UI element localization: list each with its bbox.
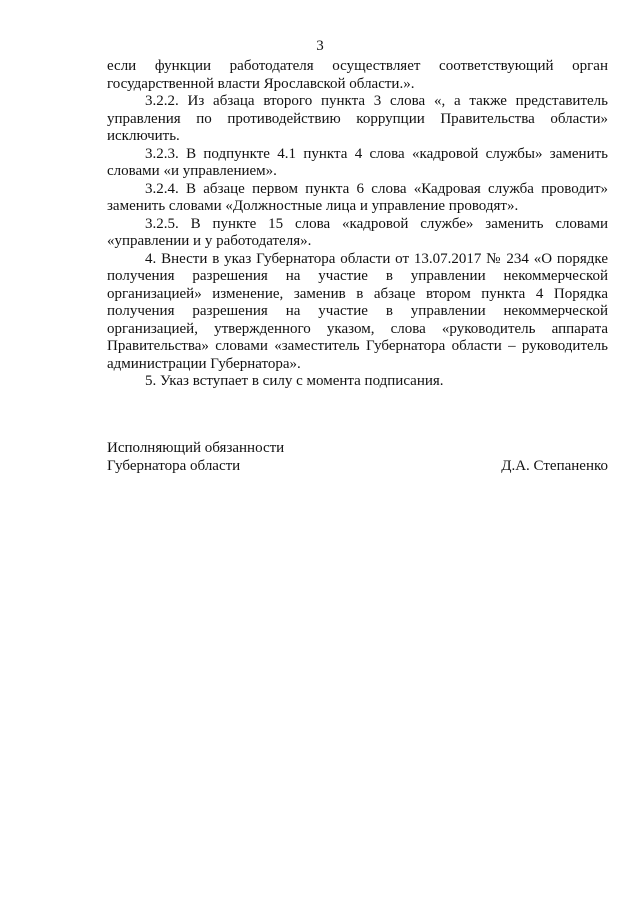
page-number: 3 [316, 38, 324, 54]
signature-block [107, 440, 608, 475]
paragraph-4: 4. Внести в указ Губернатора области от 13.07.2017 № 234 «О порядке получения разрешения на участие в управлении некоммерческой организацией» изменение, заменив в абзаце втором пункта 4 Порядка получения разрешения на участие в управлении некоммерческой организацией, утвержденного указом, слова «руководитель аппарата Правительства» словами «заместитель Губернатора области – руководитель администрации Губернатора». [107, 250, 608, 372]
paragraph-3-2-2: 3.2.2. Из абзаца второго пункта 3 слова «, а также представитель управления по противодействию коррупции Правительства области» исключить. [107, 93, 608, 144]
signer-position-line2: Губернатора области [107, 457, 241, 474]
signer-name: Д.А. Степаненко [501, 457, 608, 474]
document-body [107, 58, 608, 391]
paragraph-continuation: если функции работодателя осуществляет соответствующий орган государственной власти Ярославской области.». [107, 58, 608, 92]
paragraph-3-2-4: 3.2.4. В абзаце первом пункта 6 слова «Кадровая служба проводит» заменить словами «Должностные лица и управление проводят». [107, 180, 608, 214]
signature-row [107, 458, 608, 476]
signer-position-line1: Исполняющий обязанности [107, 440, 285, 456]
paragraph-5: 5. Указ вступает в силу с момента подписания. [145, 373, 444, 389]
paragraph-3-2-3: 3.2.3. В подпункте 4.1 пункта 4 слова «кадровой службы» заменить словами «и управлением». [107, 145, 608, 179]
paragraph-3-2-5: 3.2.5. В пункте 15 слова «кадровой службе» заменить словами «управлении и у работодателя». [107, 215, 608, 249]
